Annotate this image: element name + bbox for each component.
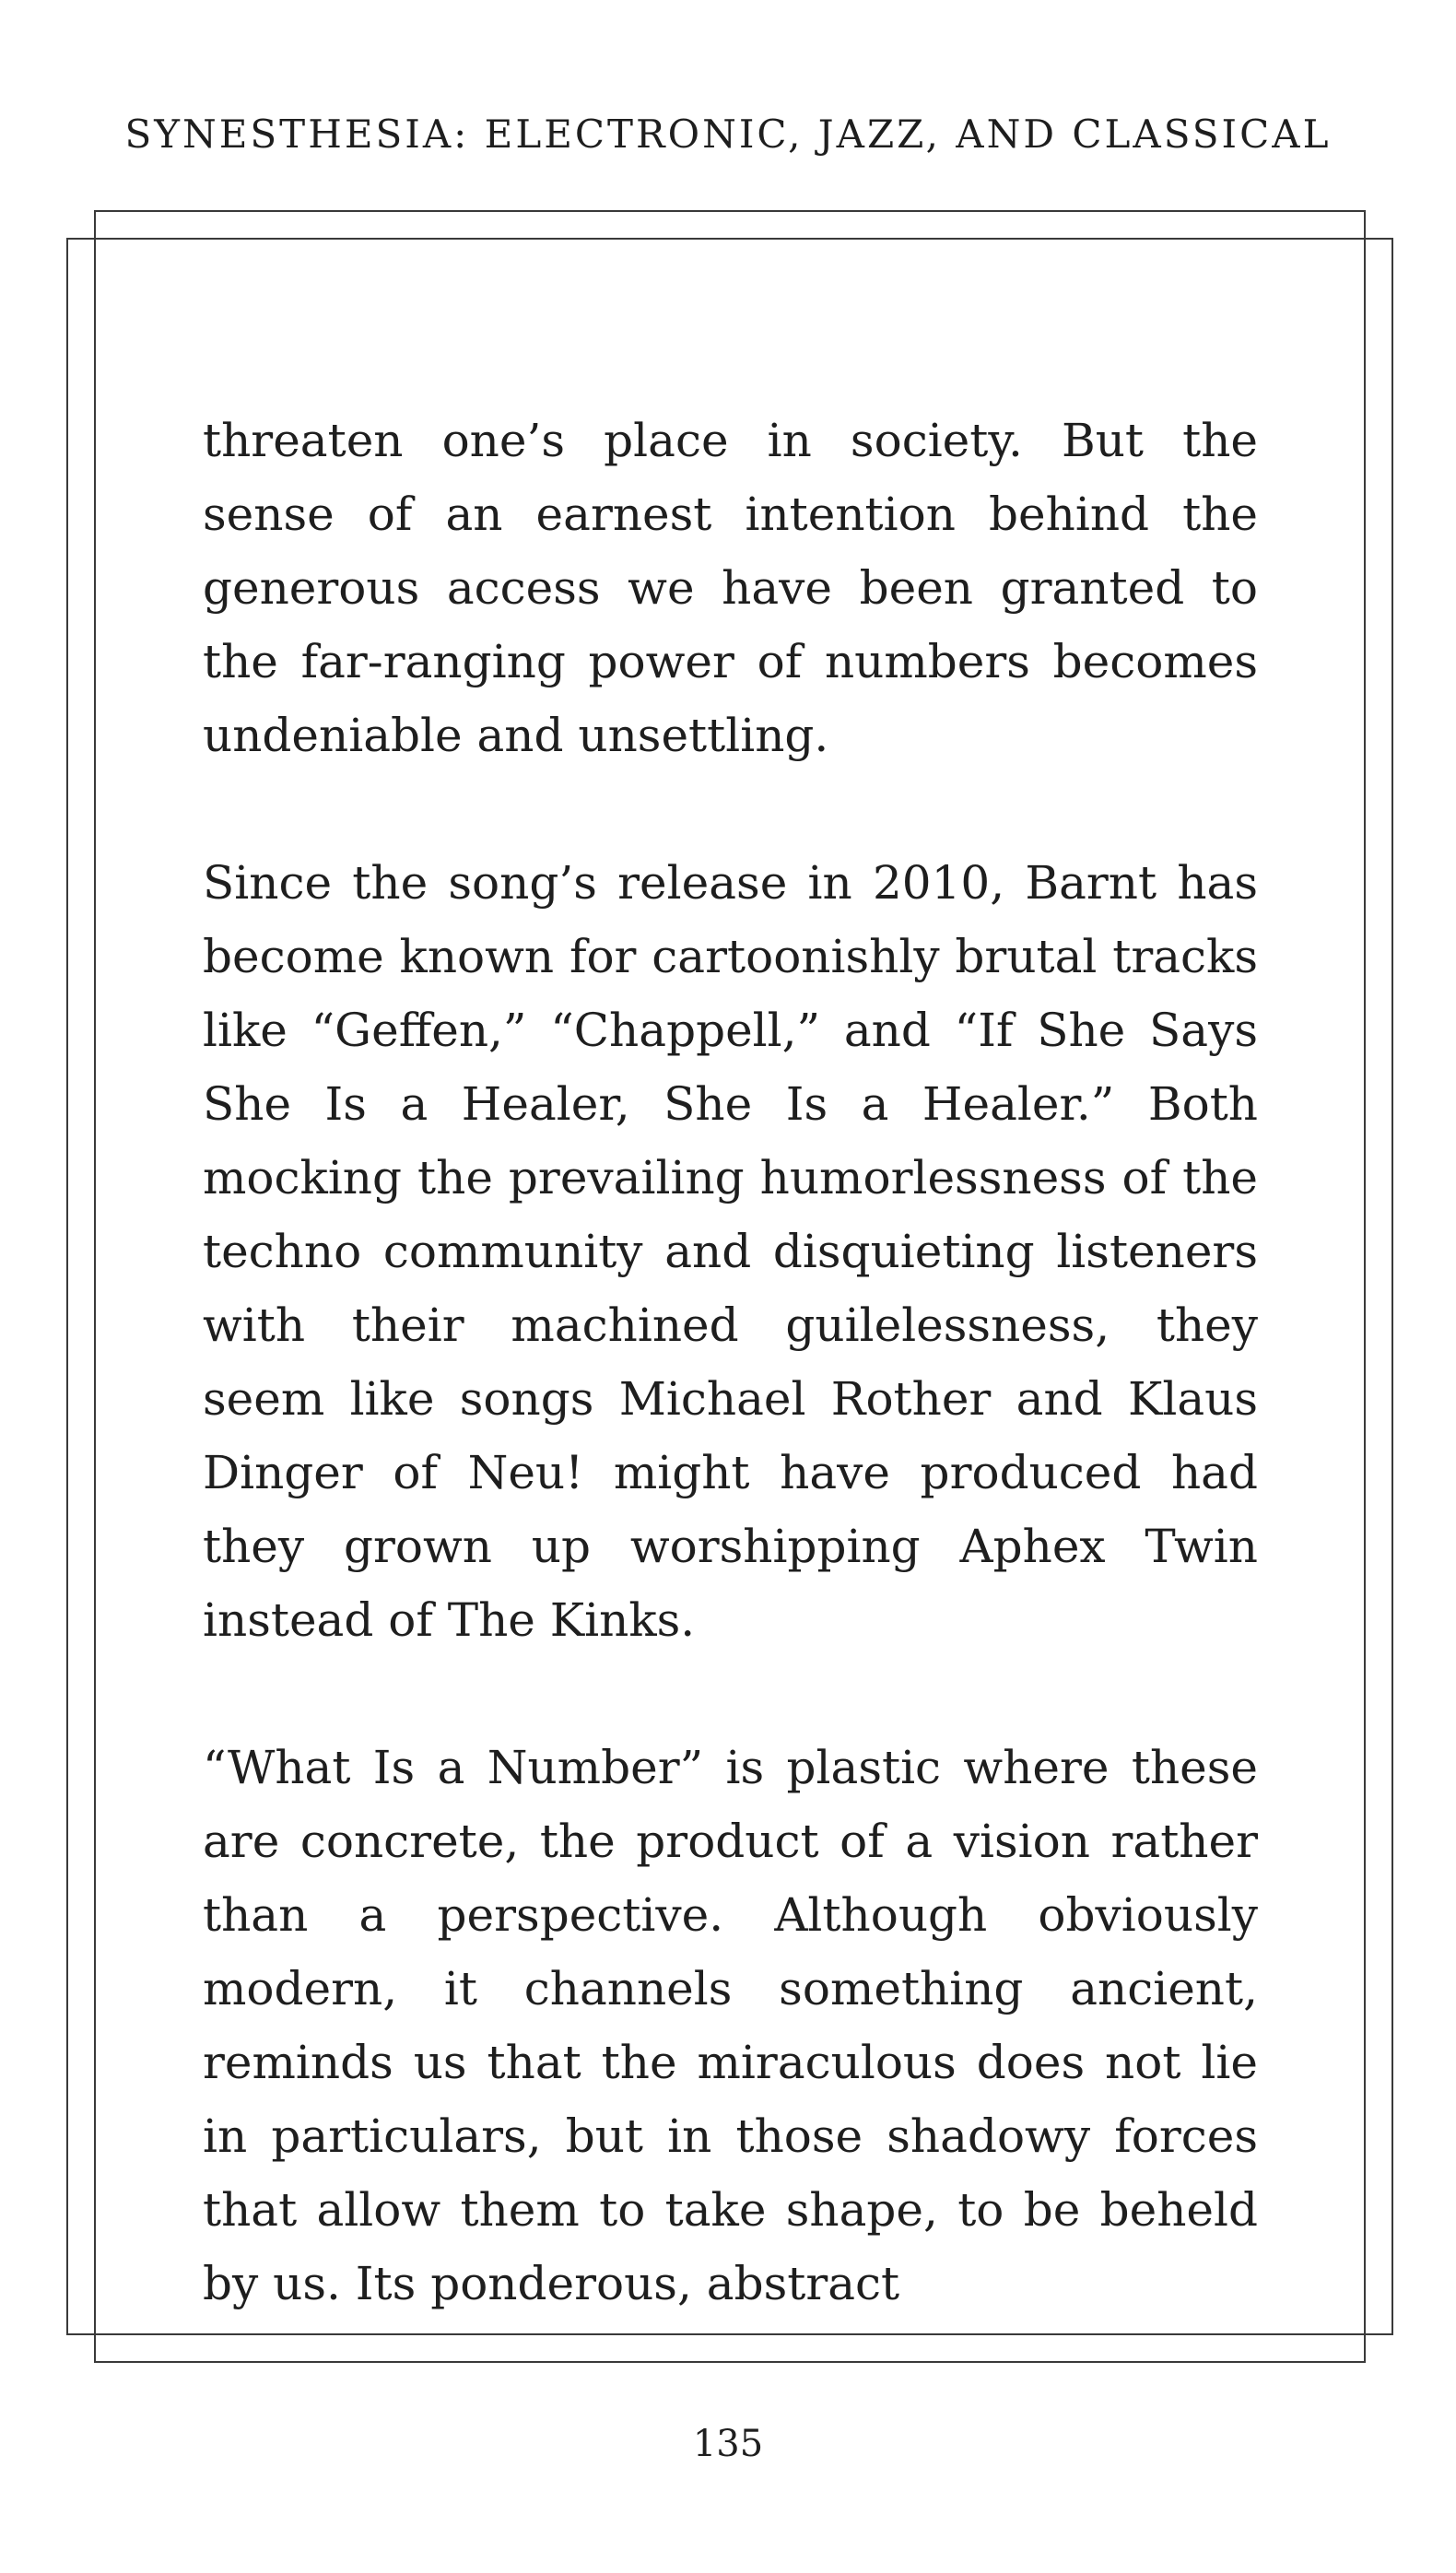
- paragraph-3: “What Is a Number” is plastic where these are concrete, the product of a vision rather than a perspective. Although obviously modern, it channels something ancient, reminds us that the miraculous does not lie in particulars, but in those shadowy forces that allow them to take shape, to be beheld by us. Its ponderous, abstract: [203, 1741, 1258, 2310]
- page-number: 135: [692, 2423, 764, 2465]
- paragraph-2: Since the song’s release in 2010, Barnt has become known for cartoonishly brutal tracks like “Geffen,” “Chappell,” and “If She Says She Is a Healer, She Is a Healer.” Both mocking the prevailing humorlessness of the techno community and disquieting listeners with their machined guilelessness, they seem like songs Michael Rother and Klaus Dinger of Neu! might have produced had they grown up worshipping Aphex Twin instead of The Kinks.: [203, 856, 1258, 1647]
- running-head: SYNESTHESIA: ELECTRONIC, JAZZ, AND CLASSICAL: [124, 112, 1332, 157]
- body-text: [203, 404, 1258, 2394]
- paragraph-1: threaten one’s place in society. But the sense of an earnest intention behind the generous access we have been granted to the far-ranging power of numbers becomes undeniable and unsettling.: [203, 414, 1258, 762]
